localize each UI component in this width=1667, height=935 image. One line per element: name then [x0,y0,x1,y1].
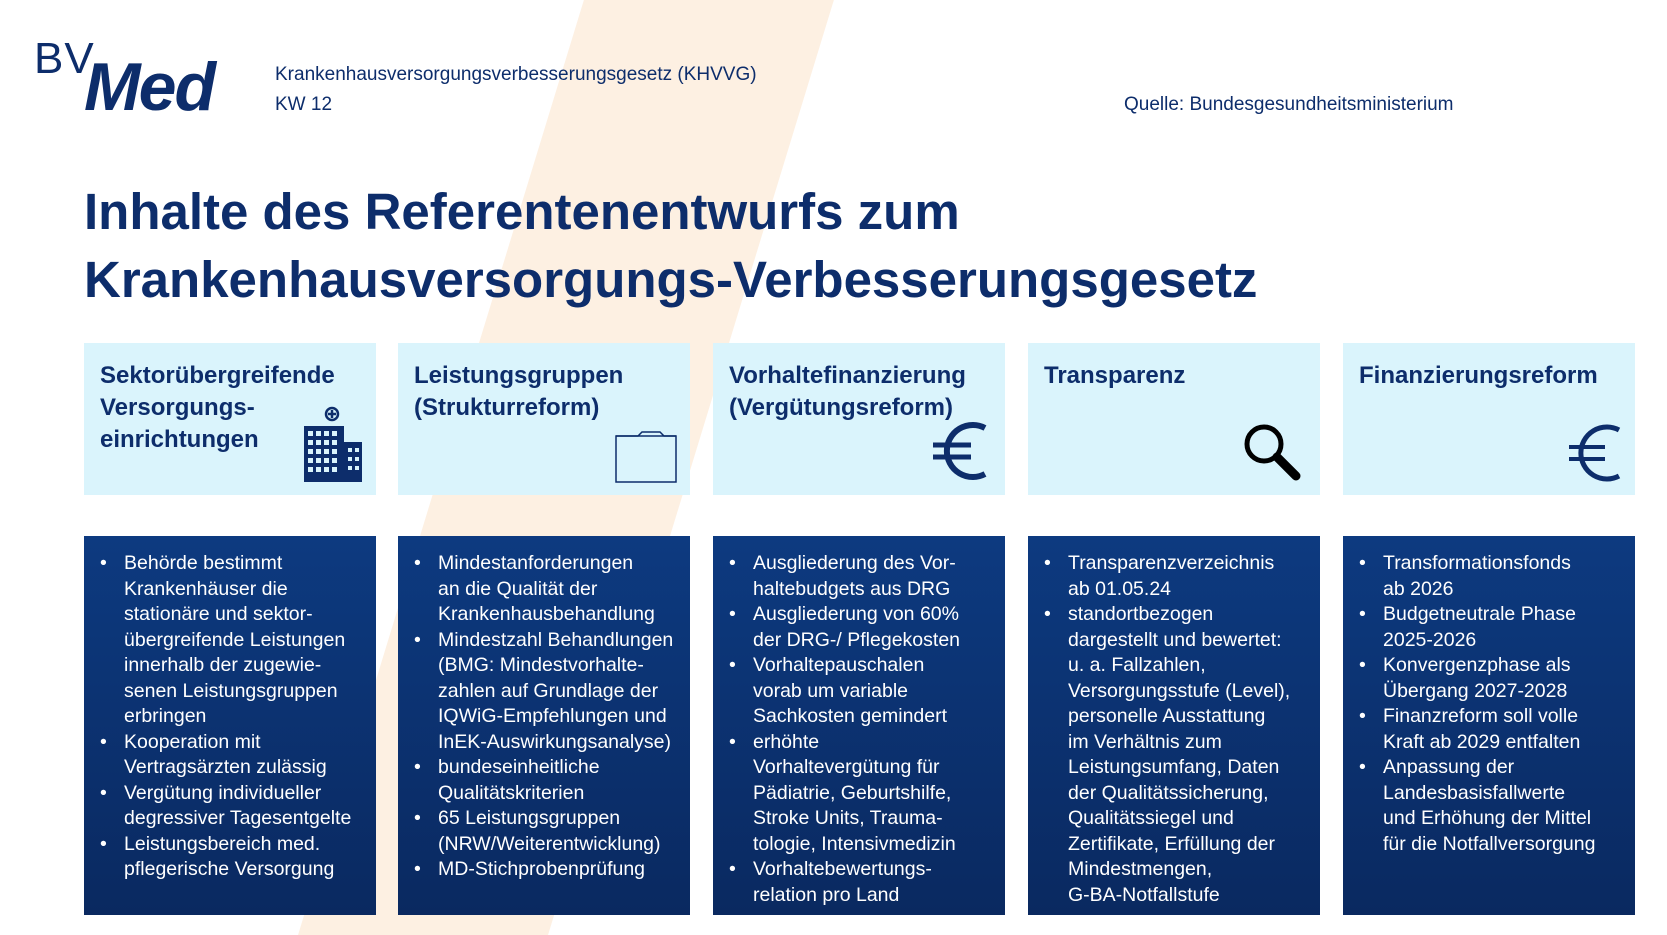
line: • Finanzreform soll volle [1383,705,1579,727]
list-item [725,602,995,653]
line: Mindestmengen, [1068,858,1213,880]
column-heading [1359,360,1619,392]
column-leistungsgruppen [398,343,690,915]
heading-line: Vorhaltefinanzierung [729,362,966,389]
column-sektoruebergreifend [84,343,376,915]
list-item [410,755,680,806]
list-item [1040,551,1310,602]
list-item [1355,551,1625,602]
line: Sachkosten gemindert [753,705,948,727]
line: ab 01.05.24 [1068,577,1172,600]
euro-icon [1567,420,1625,491]
heading-line: (Vergütungsreform) [729,394,954,421]
bullet-list [410,551,680,883]
line: • Behörde bestimmt [124,552,283,574]
line: ab 2026 [1383,577,1454,600]
line: haltebudgets aus DRG [753,577,951,600]
column-finanzierungsreform [1343,343,1635,915]
line: Stroke Units, Trauma- [753,807,943,829]
line: • Mindestanforderungen [438,552,634,574]
line: zahlen auf Grundlage der [438,679,659,702]
line: • Kooperation mit [124,730,261,753]
list-item [725,730,995,858]
hospital-icon [300,406,364,489]
line: Qualitätskriterien [438,781,585,804]
line: u. a. Fallzahlen, [1068,654,1206,676]
line: • Vorhaltepauschalen [753,654,925,676]
line: • Mindestzahl Behandlungen [438,628,674,651]
euro-icon [931,418,993,489]
line: tologie, Intensivmedizin [753,832,956,855]
bullet-list [1355,551,1625,857]
line: der Qualitätssicherung, [1068,781,1269,804]
line: personelle Ausstattung [1068,705,1266,727]
column-heading-box [1028,343,1320,495]
line: degressiver Tagesentgelte [124,807,352,829]
line: Vorhaltevergütung für [753,756,940,778]
list-item [96,781,366,832]
list-item [1040,602,1310,908]
line: (NRW/Weiterentwicklung) [438,832,661,855]
line: InEK-Auswirkungsanalyse) [438,730,672,753]
line: • Leistungsbereich med. [124,832,321,855]
line: vorab um variable [753,679,908,702]
column-body [398,536,690,915]
line: Zertifikate, Erfüllung der [1068,832,1276,855]
line: an die Qualität der [438,577,598,600]
column-body [84,536,376,915]
line: erbringen [124,705,207,727]
line: G-BA-Notfallstufe [1068,883,1220,906]
list-item [410,628,680,756]
title-line-1: Inhalte des Referentenentwurfs zum [84,183,960,240]
list-item [410,806,680,857]
line: • MD-Stichprobenprüfung [438,858,646,880]
line: Versorgungsstufe (Level), [1068,679,1291,702]
list-item [725,551,995,602]
bullet-list [1040,551,1310,908]
column-transparenz [1028,343,1320,915]
line: • Budgetneutrale Phase [1383,603,1576,625]
bullet-list [96,551,366,883]
heading-line: Leistungsgruppen [414,362,624,389]
list-item [725,857,995,908]
line: innerhalb der zugewie- [124,654,322,676]
line: relation pro Land [753,883,900,906]
list-item [410,857,680,883]
line: im Verhältnis zum [1068,730,1222,753]
line: • 65 Leistungsgruppen [438,807,621,829]
column-heading-box [713,343,1005,495]
line: stationäre und sektor- [124,603,313,625]
bullet-list [725,551,995,908]
column-heading-box [398,343,690,495]
list-item [1355,653,1625,704]
title-line-2: Krankenhausversorgungs-Verbesserungsgesetz [84,251,1258,308]
list-item [1355,704,1625,755]
line: Leistungsumfang, Daten [1068,756,1280,778]
line: • Anpassung der [1383,756,1515,778]
line: senen Leistungsgruppen [124,679,338,702]
heading-line: Finanzierungsreform [1359,362,1598,389]
list-item [725,653,995,730]
magnifier-icon [1240,420,1302,487]
page-title [84,178,1484,314]
line: • bundeseinheitliche [438,756,600,778]
list-item [1355,602,1625,653]
line: IQWiG-Empfehlungen und [438,705,667,727]
line: • Vergütung individueller [124,781,322,804]
list-item [96,832,366,883]
list-item [96,730,366,781]
line: Krankenhausbehandlung [438,603,655,625]
column-heading [729,360,989,424]
line: • Ausgliederung des Vor- [753,552,956,574]
column-vorhaltefinanzierung [713,343,1005,915]
line: Übergang 2027-2028 [1383,679,1568,702]
line: Krankenhäuser die [124,577,288,600]
line: Vertragsärzten zulässig [124,756,327,778]
heading-line: Sektorübergreifende [100,362,335,389]
column-heading [1044,360,1304,392]
heading-line: (Strukturreform) [414,394,600,421]
line: Landesbasisfallwerte [1383,781,1566,804]
column-body [1343,536,1635,915]
column-heading [414,360,674,424]
line: übergreifende Leistungen [124,628,346,651]
line: pflegerische Versorgung [124,858,335,880]
list-item [1355,755,1625,857]
list-item [410,551,680,628]
heading-line: Versorgungs- [100,394,255,421]
logo-med: Med [84,49,214,125]
column-body [713,536,1005,915]
logo-bv: BV [34,34,95,83]
line: 2025-2026 [1383,628,1477,651]
line: und Erhöhung der Mittel [1383,807,1592,829]
source-note: Quelle: Bundesgesundheitsministerium [1124,94,1454,115]
line: (BMG: Mindestvorhalte- [438,654,644,676]
list-item [96,551,366,730]
line: • Konvergenzphase als [1383,654,1571,676]
line: • erhöhte [753,730,820,753]
line: • Ausgliederung von 60% [753,603,959,625]
line: • standortbezogen [1068,603,1214,625]
line: • Transparenzverzeichnis [1068,552,1275,574]
line: Pädiatrie, Geburtshilfe, [753,781,952,804]
line: Kraft ab 2029 entfalten [1383,730,1581,753]
folder-icon [614,430,678,489]
column-body [1028,536,1320,915]
heading-line: Transparenz [1044,362,1186,389]
line: • Vorhaltebewertungs- [753,858,932,880]
line: • Transformationsfonds [1383,552,1571,574]
line: der DRG-/ Pflegekosten [753,628,961,651]
line: dargestellt und bewertet: [1068,628,1282,651]
heading-line: einrichtungen [100,426,259,453]
line: für die Notfallversorgung [1383,832,1596,855]
header-week: KW 12 [275,94,333,115]
line: Qualitätssiegel und [1068,807,1234,829]
header-law-name: Krankenhausversorgungsverbesserungsgesetz (KHVVG) [275,64,757,85]
column-heading-box [84,343,376,495]
column-heading-box [1343,343,1635,495]
